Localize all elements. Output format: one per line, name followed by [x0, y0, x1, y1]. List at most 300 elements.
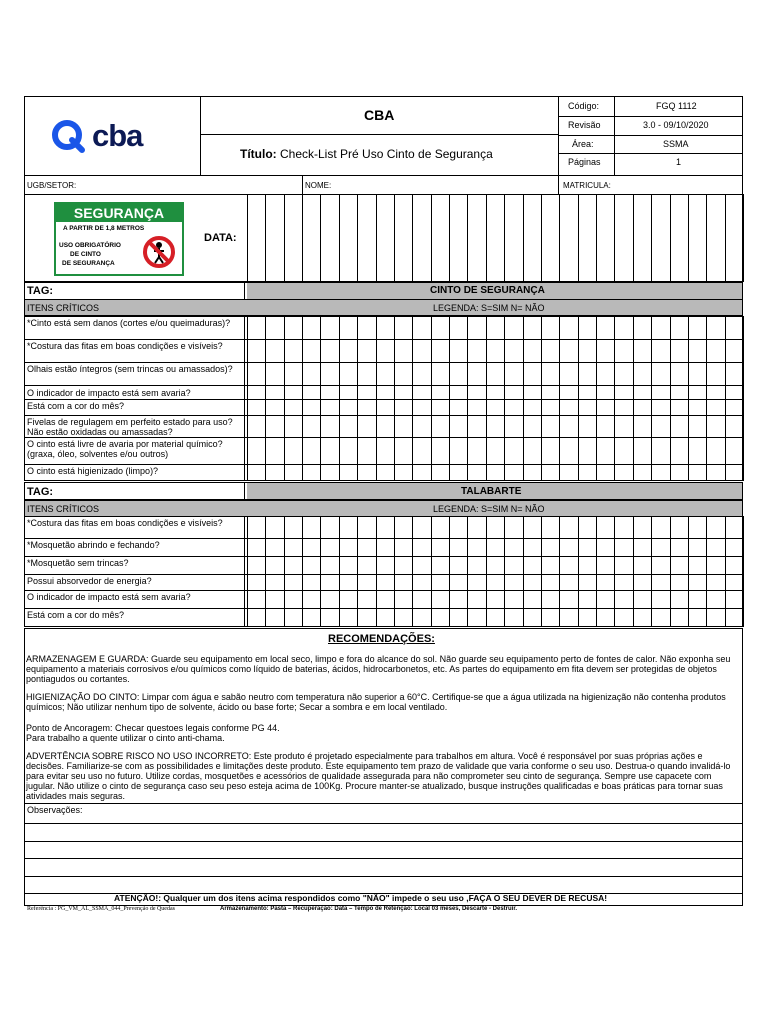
check-cell[interactable]: [413, 386, 430, 399]
check-cell[interactable]: [542, 363, 559, 385]
check-cell[interactable]: [505, 575, 522, 590]
check-cell[interactable]: [671, 465, 688, 480]
check-cell[interactable]: [615, 575, 632, 590]
check-cell[interactable]: [652, 386, 669, 399]
check-cell[interactable]: [671, 517, 688, 538]
check-cell[interactable]: [468, 400, 485, 415]
check-cell[interactable]: [395, 465, 412, 480]
check-cell[interactable]: [340, 438, 357, 464]
check-cell[interactable]: [450, 340, 467, 362]
check-cell[interactable]: [377, 517, 394, 538]
check-cell[interactable]: [358, 539, 375, 556]
check-cell[interactable]: [377, 317, 394, 339]
check-cell[interactable]: [395, 400, 412, 415]
check-cell[interactable]: [707, 609, 724, 626]
check-cell[interactable]: [689, 465, 706, 480]
check-cell[interactable]: [450, 609, 467, 626]
check-cell[interactable]: [726, 517, 743, 538]
check-cell[interactable]: [377, 609, 394, 626]
check-cell[interactable]: [652, 539, 669, 556]
check-cell[interactable]: [726, 465, 743, 480]
date-cell[interactable]: [358, 195, 375, 281]
check-cell[interactable]: [505, 386, 522, 399]
check-cell[interactable]: [652, 363, 669, 385]
check-cell[interactable]: [524, 609, 541, 626]
check-cell[interactable]: [597, 465, 614, 480]
check-cell[interactable]: [395, 575, 412, 590]
check-cell[interactable]: [652, 438, 669, 464]
check-cell[interactable]: [487, 438, 504, 464]
check-cell[interactable]: [266, 416, 283, 437]
date-cell[interactable]: [634, 195, 651, 281]
check-cell[interactable]: [285, 539, 302, 556]
check-cell[interactable]: [597, 317, 614, 339]
date-cell[interactable]: [340, 195, 357, 281]
check-cell[interactable]: [652, 557, 669, 574]
check-cell[interactable]: [450, 465, 467, 480]
date-cell[interactable]: [468, 195, 485, 281]
check-cell[interactable]: [615, 438, 632, 464]
check-cell[interactable]: [395, 363, 412, 385]
date-cell[interactable]: [671, 195, 688, 281]
check-cell[interactable]: [450, 416, 467, 437]
check-cell[interactable]: [597, 340, 614, 362]
check-cell[interactable]: [432, 386, 449, 399]
check-cell[interactable]: [726, 340, 743, 362]
check-cell[interactable]: [340, 539, 357, 556]
check-cell[interactable]: [303, 317, 320, 339]
check-cell[interactable]: [505, 317, 522, 339]
check-cell[interactable]: [487, 386, 504, 399]
check-cell[interactable]: [652, 591, 669, 608]
check-cell[interactable]: [413, 465, 430, 480]
check-cell[interactable]: [358, 386, 375, 399]
check-cell[interactable]: [524, 465, 541, 480]
check-cell[interactable]: [560, 465, 577, 480]
check-cell[interactable]: [321, 517, 338, 538]
check-cell[interactable]: [652, 317, 669, 339]
check-cell[interactable]: [413, 340, 430, 362]
check-cell[interactable]: [266, 400, 283, 415]
check-cell[interactable]: [413, 317, 430, 339]
check-cell[interactable]: [671, 609, 688, 626]
check-cell[interactable]: [358, 591, 375, 608]
check-cell[interactable]: [450, 386, 467, 399]
check-cell[interactable]: [377, 557, 394, 574]
check-cell[interactable]: [377, 340, 394, 362]
check-cell[interactable]: [652, 609, 669, 626]
check-cell[interactable]: [542, 517, 559, 538]
check-cell[interactable]: [634, 438, 651, 464]
check-cell[interactable]: [432, 363, 449, 385]
check-cell[interactable]: [652, 416, 669, 437]
date-cell[interactable]: [652, 195, 669, 281]
check-cell[interactable]: [468, 465, 485, 480]
check-cell[interactable]: [468, 609, 485, 626]
check-cell[interactable]: [579, 363, 596, 385]
check-cell[interactable]: [707, 363, 724, 385]
date-cell[interactable]: [579, 195, 596, 281]
check-cell[interactable]: [395, 609, 412, 626]
check-cell[interactable]: [321, 591, 338, 608]
check-cell[interactable]: [285, 517, 302, 538]
check-cell[interactable]: [248, 609, 265, 626]
check-cell[interactable]: [450, 575, 467, 590]
check-cell[interactable]: [285, 317, 302, 339]
check-cell[interactable]: [615, 539, 632, 556]
check-cell[interactable]: [358, 317, 375, 339]
check-cell[interactable]: [726, 386, 743, 399]
check-cell[interactable]: [340, 465, 357, 480]
check-cell[interactable]: [432, 340, 449, 362]
check-cell[interactable]: [634, 465, 651, 480]
check-cell[interactable]: [524, 591, 541, 608]
date-cell[interactable]: [542, 195, 559, 281]
check-cell[interactable]: [689, 363, 706, 385]
check-cell[interactable]: [707, 591, 724, 608]
check-cell[interactable]: [395, 416, 412, 437]
check-cell[interactable]: [358, 609, 375, 626]
check-cell[interactable]: [358, 400, 375, 415]
check-cell[interactable]: [468, 363, 485, 385]
check-cell[interactable]: [303, 340, 320, 362]
check-cell[interactable]: [560, 416, 577, 437]
date-cell[interactable]: [285, 195, 302, 281]
check-cell[interactable]: [285, 591, 302, 608]
check-cell[interactable]: [432, 400, 449, 415]
check-cell[interactable]: [505, 438, 522, 464]
check-cell[interactable]: [413, 400, 430, 415]
check-cell[interactable]: [248, 363, 265, 385]
date-cell[interactable]: [321, 195, 338, 281]
check-cell[interactable]: [671, 438, 688, 464]
check-cell[interactable]: [468, 438, 485, 464]
check-cell[interactable]: [707, 340, 724, 362]
check-cell[interactable]: [597, 517, 614, 538]
check-cell[interactable]: [542, 575, 559, 590]
check-cell[interactable]: [248, 400, 265, 415]
check-cell[interactable]: [432, 609, 449, 626]
check-cell[interactable]: [395, 591, 412, 608]
check-cell[interactable]: [560, 609, 577, 626]
check-cell[interactable]: [524, 557, 541, 574]
check-cell[interactable]: [321, 416, 338, 437]
check-cell[interactable]: [487, 317, 504, 339]
check-cell[interactable]: [487, 517, 504, 538]
date-cell[interactable]: [248, 195, 265, 281]
check-cell[interactable]: [285, 386, 302, 399]
check-cell[interactable]: [285, 557, 302, 574]
check-cell[interactable]: [524, 539, 541, 556]
check-cell[interactable]: [413, 575, 430, 590]
check-cell[interactable]: [671, 363, 688, 385]
check-cell[interactable]: [689, 591, 706, 608]
check-cell[interactable]: [358, 438, 375, 464]
check-cell[interactable]: [450, 317, 467, 339]
check-cell[interactable]: [285, 400, 302, 415]
check-cell[interactable]: [358, 363, 375, 385]
check-cell[interactable]: [505, 557, 522, 574]
check-cell[interactable]: [634, 363, 651, 385]
check-cell[interactable]: [487, 340, 504, 362]
check-cell[interactable]: [505, 591, 522, 608]
check-cell[interactable]: [726, 438, 743, 464]
check-cell[interactable]: [395, 557, 412, 574]
check-cell[interactable]: [560, 363, 577, 385]
check-cell[interactable]: [321, 465, 338, 480]
date-cell[interactable]: [432, 195, 449, 281]
observacoes-box[interactable]: [24, 803, 743, 906]
check-cell[interactable]: [321, 386, 338, 399]
check-cell[interactable]: [303, 575, 320, 590]
check-cell[interactable]: [707, 416, 724, 437]
check-cell[interactable]: [505, 400, 522, 415]
check-cell[interactable]: [505, 517, 522, 538]
check-cell[interactable]: [248, 539, 265, 556]
check-cell[interactable]: [542, 591, 559, 608]
check-cell[interactable]: [321, 363, 338, 385]
check-cell[interactable]: [689, 438, 706, 464]
check-cell[interactable]: [450, 363, 467, 385]
check-cell[interactable]: [340, 416, 357, 437]
check-cell[interactable]: [321, 539, 338, 556]
date-cell[interactable]: [707, 195, 724, 281]
check-cell[interactable]: [689, 317, 706, 339]
check-cell[interactable]: [487, 557, 504, 574]
check-cell[interactable]: [652, 400, 669, 415]
check-cell[interactable]: [505, 363, 522, 385]
check-cell[interactable]: [248, 416, 265, 437]
check-cell[interactable]: [524, 438, 541, 464]
check-cell[interactable]: [413, 517, 430, 538]
check-cell[interactable]: [285, 609, 302, 626]
check-cell[interactable]: [377, 416, 394, 437]
check-cell[interactable]: [634, 416, 651, 437]
check-cell[interactable]: [634, 575, 651, 590]
check-cell[interactable]: [560, 400, 577, 415]
check-cell[interactable]: [432, 465, 449, 480]
date-cell[interactable]: [615, 195, 632, 281]
check-cell[interactable]: [487, 400, 504, 415]
check-cell[interactable]: [542, 340, 559, 362]
check-cell[interactable]: [432, 317, 449, 339]
check-cell[interactable]: [505, 416, 522, 437]
check-cell[interactable]: [487, 465, 504, 480]
check-cell[interactable]: [615, 340, 632, 362]
check-cell[interactable]: [321, 340, 338, 362]
check-cell[interactable]: [689, 575, 706, 590]
check-cell[interactable]: [468, 591, 485, 608]
check-cell[interactable]: [377, 363, 394, 385]
check-cell[interactable]: [450, 438, 467, 464]
check-cell[interactable]: [285, 340, 302, 362]
check-cell[interactable]: [413, 591, 430, 608]
check-cell[interactable]: [707, 438, 724, 464]
check-cell[interactable]: [726, 575, 743, 590]
check-cell[interactable]: [266, 557, 283, 574]
check-cell[interactable]: [542, 609, 559, 626]
check-cell[interactable]: [689, 609, 706, 626]
check-cell[interactable]: [579, 609, 596, 626]
check-cell[interactable]: [542, 465, 559, 480]
check-cell[interactable]: [340, 517, 357, 538]
check-cell[interactable]: [340, 363, 357, 385]
check-cell[interactable]: [468, 317, 485, 339]
check-cell[interactable]: [432, 557, 449, 574]
check-cell[interactable]: [303, 517, 320, 538]
check-cell[interactable]: [340, 575, 357, 590]
check-cell[interactable]: [377, 465, 394, 480]
check-cell[interactable]: [248, 517, 265, 538]
check-cell[interactable]: [707, 575, 724, 590]
check-cell[interactable]: [358, 416, 375, 437]
check-cell[interactable]: [432, 591, 449, 608]
check-cell[interactable]: [266, 438, 283, 464]
check-cell[interactable]: [524, 575, 541, 590]
check-cell[interactable]: [615, 591, 632, 608]
check-cell[interactable]: [358, 557, 375, 574]
check-cell[interactable]: [505, 465, 522, 480]
check-cell[interactable]: [726, 416, 743, 437]
check-cell[interactable]: [707, 386, 724, 399]
check-cell[interactable]: [248, 438, 265, 464]
check-cell[interactable]: [377, 386, 394, 399]
check-cell[interactable]: [340, 591, 357, 608]
check-cell[interactable]: [671, 317, 688, 339]
check-cell[interactable]: [285, 416, 302, 437]
date-cell[interactable]: [524, 195, 541, 281]
check-cell[interactable]: [450, 591, 467, 608]
check-cell[interactable]: [597, 539, 614, 556]
check-cell[interactable]: [542, 386, 559, 399]
check-cell[interactable]: [671, 591, 688, 608]
check-cell[interactable]: [634, 340, 651, 362]
check-cell[interactable]: [340, 340, 357, 362]
check-cell[interactable]: [597, 386, 614, 399]
check-cell[interactable]: [579, 539, 596, 556]
check-cell[interactable]: [560, 317, 577, 339]
check-cell[interactable]: [579, 400, 596, 415]
check-cell[interactable]: [248, 465, 265, 480]
check-cell[interactable]: [303, 465, 320, 480]
date-cell[interactable]: [597, 195, 614, 281]
check-cell[interactable]: [487, 539, 504, 556]
check-cell[interactable]: [432, 438, 449, 464]
date-cell[interactable]: [450, 195, 467, 281]
check-cell[interactable]: [377, 591, 394, 608]
check-cell[interactable]: [579, 386, 596, 399]
check-cell[interactable]: [303, 591, 320, 608]
check-cell[interactable]: [266, 575, 283, 590]
check-cell[interactable]: [358, 465, 375, 480]
check-cell[interactable]: [615, 517, 632, 538]
check-cell[interactable]: [303, 609, 320, 626]
check-cell[interactable]: [671, 575, 688, 590]
check-cell[interactable]: [395, 340, 412, 362]
check-cell[interactable]: [524, 317, 541, 339]
check-cell[interactable]: [707, 557, 724, 574]
check-cell[interactable]: [671, 539, 688, 556]
check-cell[interactable]: [468, 539, 485, 556]
date-cell[interactable]: [560, 195, 577, 281]
check-cell[interactable]: [542, 539, 559, 556]
check-cell[interactable]: [542, 438, 559, 464]
check-cell[interactable]: [634, 317, 651, 339]
check-cell[interactable]: [340, 609, 357, 626]
check-cell[interactable]: [468, 575, 485, 590]
check-cell[interactable]: [248, 317, 265, 339]
check-cell[interactable]: [487, 591, 504, 608]
check-cell[interactable]: [652, 517, 669, 538]
check-cell[interactable]: [726, 609, 743, 626]
check-cell[interactable]: [432, 575, 449, 590]
check-cell[interactable]: [707, 517, 724, 538]
check-cell[interactable]: [468, 340, 485, 362]
check-cell[interactable]: [285, 363, 302, 385]
check-cell[interactable]: [560, 517, 577, 538]
check-cell[interactable]: [340, 400, 357, 415]
check-cell[interactable]: [321, 317, 338, 339]
check-cell[interactable]: [487, 609, 504, 626]
check-cell[interactable]: [634, 539, 651, 556]
check-cell[interactable]: [560, 591, 577, 608]
check-cell[interactable]: [303, 363, 320, 385]
check-cell[interactable]: [303, 386, 320, 399]
check-cell[interactable]: [652, 465, 669, 480]
check-cell[interactable]: [726, 591, 743, 608]
check-cell[interactable]: [689, 400, 706, 415]
check-cell[interactable]: [266, 386, 283, 399]
check-cell[interactable]: [450, 517, 467, 538]
check-cell[interactable]: [634, 609, 651, 626]
check-cell[interactable]: [413, 438, 430, 464]
check-cell[interactable]: [321, 557, 338, 574]
check-cell[interactable]: [266, 465, 283, 480]
check-cell[interactable]: [726, 363, 743, 385]
check-cell[interactable]: [597, 557, 614, 574]
date-cell[interactable]: [377, 195, 394, 281]
check-cell[interactable]: [579, 438, 596, 464]
check-cell[interactable]: [395, 317, 412, 339]
check-cell[interactable]: [560, 539, 577, 556]
check-cell[interactable]: [377, 438, 394, 464]
check-cell[interactable]: [413, 363, 430, 385]
check-cell[interactable]: [468, 557, 485, 574]
check-cell[interactable]: [671, 386, 688, 399]
check-cell[interactable]: [505, 539, 522, 556]
check-cell[interactable]: [615, 400, 632, 415]
check-cell[interactable]: [579, 317, 596, 339]
check-cell[interactable]: [432, 539, 449, 556]
check-cell[interactable]: [579, 340, 596, 362]
check-cell[interactable]: [597, 575, 614, 590]
check-cell[interactable]: [358, 575, 375, 590]
check-cell[interactable]: [542, 317, 559, 339]
check-cell[interactable]: [266, 539, 283, 556]
check-cell[interactable]: [615, 465, 632, 480]
check-cell[interactable]: [321, 438, 338, 464]
check-cell[interactable]: [321, 609, 338, 626]
check-cell[interactable]: [432, 416, 449, 437]
check-cell[interactable]: [266, 609, 283, 626]
check-cell[interactable]: [597, 416, 614, 437]
check-cell[interactable]: [413, 416, 430, 437]
check-cell[interactable]: [266, 517, 283, 538]
check-cell[interactable]: [726, 557, 743, 574]
date-cell[interactable]: [505, 195, 522, 281]
check-cell[interactable]: [358, 517, 375, 538]
check-cell[interactable]: [597, 363, 614, 385]
